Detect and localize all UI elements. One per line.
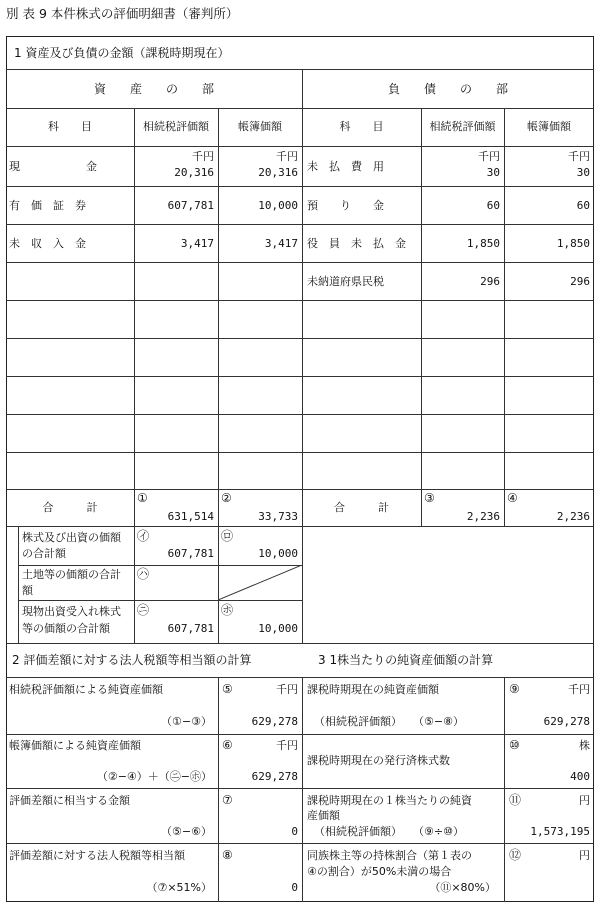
rule-sub-indent xyxy=(18,526,19,643)
col-book-assets: 帳簿価額 xyxy=(238,120,282,133)
s2-formula: （②−④）＋（㋥−㋭） xyxy=(96,770,212,783)
sub-label: の合計額 xyxy=(22,547,66,560)
s2-label: 帳簿価額による純資産価額 xyxy=(9,739,141,752)
asset-book-value: 20,316 xyxy=(258,166,298,179)
s3-unit: 株 xyxy=(579,739,590,752)
circled-4: ④ xyxy=(507,491,518,505)
rule-under-section-headers xyxy=(6,108,594,109)
s3-value: 629,278 xyxy=(543,715,590,728)
s2-label: 相続税評価額による純資産価額 xyxy=(9,683,163,696)
rule-s2-row xyxy=(6,734,594,735)
sub-label: 現物出資受入れ株式 xyxy=(22,605,121,618)
liability-book-value: 296 xyxy=(570,275,590,288)
circled-1: ① xyxy=(137,491,148,505)
circled-ni: ㋥ xyxy=(137,603,150,617)
col-book-liabilities: 帳簿価額 xyxy=(527,120,571,133)
col-item-assets: 科 目 xyxy=(48,120,92,133)
asset-inheritance-value: 3,417 xyxy=(180,237,214,250)
asset-book-value: 3,417 xyxy=(264,237,298,250)
liability-inheritance-value: 60 xyxy=(486,199,500,212)
section1-title: 1 資産及び負債の金額（課税時期現在） xyxy=(14,46,230,60)
sub-label: 土地等の価額の合計 xyxy=(22,568,121,581)
liability-inheritance-value: 30 xyxy=(486,166,500,179)
rule-s2-row xyxy=(6,788,594,789)
rule-center xyxy=(302,69,303,643)
empty-cell-slash xyxy=(218,565,302,600)
rule-col xyxy=(218,108,219,643)
sub-value: 10,000 xyxy=(258,622,298,635)
asset-inheritance-value: 607,781 xyxy=(167,199,214,212)
rule-row xyxy=(6,186,594,187)
sub-value: 607,781 xyxy=(167,547,214,560)
s3-label: ④の割合）が50%未満の場合 xyxy=(307,865,452,878)
sub-value: 10,000 xyxy=(258,547,298,560)
circled-5: ⑤ xyxy=(222,682,233,696)
rule-sub xyxy=(18,600,302,601)
sub-label: 額 xyxy=(22,584,33,597)
circled-ha: ㋩ xyxy=(137,567,150,581)
liabilities-total-book: 2,236 xyxy=(556,510,590,523)
s3-unit: 円 xyxy=(579,849,590,862)
circled-7: ⑦ xyxy=(222,793,233,807)
s3-value: 1,573,195 xyxy=(530,825,590,838)
circled-i: ㋑ xyxy=(137,529,150,543)
rule-center-s2 xyxy=(302,677,303,902)
rule-above-totals xyxy=(6,489,594,490)
col-inheritance-assets: 相続税評価額 xyxy=(143,120,209,133)
s2-formula: （⑦×51%） xyxy=(146,881,212,894)
col-inheritance-liabilities: 相続税評価額 xyxy=(429,120,496,133)
circled-ho: ㋭ xyxy=(221,603,234,617)
s2-value: 0 xyxy=(291,825,298,838)
document-title: 別 表 9 本件株式の評価明細書（審判所） xyxy=(6,6,239,21)
section2-title: 2 評価差額に対する法人税額等相当額の計算 xyxy=(12,653,252,667)
s2-value: 629,278 xyxy=(251,715,298,728)
liability-book-value: 30 xyxy=(576,166,590,179)
s2-formula: （①−③） xyxy=(161,715,212,728)
rule-row xyxy=(6,376,594,377)
rule-under-section2-title xyxy=(6,677,594,678)
s2-label: 評価差額に対する法人税額等相当額 xyxy=(9,849,185,862)
assets-total-inheritance: 631,514 xyxy=(167,510,214,523)
liabilities-total-inheritance: 2,236 xyxy=(466,510,500,523)
assets-header: 資 産 の 部 xyxy=(93,82,214,96)
s2-value: 0 xyxy=(291,881,298,894)
s3-unit: 千円 xyxy=(568,683,590,696)
col-item-liabilities: 科 目 xyxy=(339,120,384,133)
liabilities-total-label: 合 計 xyxy=(334,501,389,514)
rule-s3-col xyxy=(504,677,505,902)
rule-under-column-headers xyxy=(6,146,594,147)
circled-10: ⑩ xyxy=(509,738,520,752)
liability-inheritance-value: 296 xyxy=(480,275,500,288)
s3-label: （相続税評価額） （⑤−⑧） xyxy=(314,715,464,728)
circled-8: ⑧ xyxy=(222,848,233,862)
s2-value: 629,278 xyxy=(251,770,298,783)
s2-unit: 千円 xyxy=(276,683,298,696)
rule-under-section1-title xyxy=(6,69,594,70)
s2-label: 評価差額に相当する金額 xyxy=(9,794,130,807)
liability-item: 未 払 費 用 xyxy=(307,160,384,173)
circled-11: ⑪ xyxy=(509,793,522,807)
s3-label: 課税時期現在の発行済株式数 xyxy=(307,754,450,767)
rule-row xyxy=(6,224,594,225)
rule-above-section2 xyxy=(6,643,594,644)
rule-s2-row xyxy=(6,843,594,844)
unit-label: 千円 xyxy=(478,150,500,163)
liability-item: 預 り 金 xyxy=(307,199,384,212)
unit-label: 千円 xyxy=(192,150,214,163)
sub-value: 607,781 xyxy=(167,622,214,635)
assets-total-book: 33,733 xyxy=(258,510,298,523)
s3-label: 産価額 xyxy=(307,809,340,822)
rule-row xyxy=(6,338,594,339)
rule-under-totals xyxy=(6,526,594,527)
circled-12: ⑫ xyxy=(509,848,522,862)
circled-6: ⑥ xyxy=(222,738,233,752)
asset-inheritance-value: 20,316 xyxy=(174,166,214,179)
sub-label: 等の価額の合計額 xyxy=(22,622,110,635)
asset-item: 未 収 入 金 xyxy=(9,237,86,250)
asset-item: 現 金 xyxy=(9,160,97,173)
circled-ro: ㋺ xyxy=(221,529,234,543)
rule-s2-col xyxy=(218,677,219,902)
liability-inheritance-value: 1,850 xyxy=(466,237,500,250)
s3-value: 400 xyxy=(570,770,590,783)
s3-label: 課税時期現在の純資産価額 xyxy=(307,683,439,696)
rule-row xyxy=(6,452,594,453)
liabilities-header: 負 債 の 部 xyxy=(387,82,508,96)
rule-row xyxy=(6,262,594,263)
s3-label: 同族株主等の持株割合（第１表の xyxy=(307,849,472,862)
section3-title: 3 1株当たりの純資産価額の計算 xyxy=(318,653,494,667)
s3-unit: 円 xyxy=(579,794,590,807)
liability-book-value: 1,850 xyxy=(556,237,590,250)
rule-row xyxy=(6,300,594,301)
asset-item: 有 価 証 券 xyxy=(9,199,86,212)
s3-label: （⑪×80%） xyxy=(429,881,496,894)
asset-book-value: 10,000 xyxy=(258,199,298,212)
s3-label: 課税時期現在の１株当たりの純資 xyxy=(307,794,472,807)
s3-label: （相続税評価額） （⑨÷⑩） xyxy=(314,825,464,838)
circled-9: ⑨ xyxy=(509,682,520,696)
s2-formula: （⑤−⑥） xyxy=(161,825,212,838)
rule-row xyxy=(6,414,594,415)
sub-label: 株式及び出資の価額 xyxy=(22,531,121,544)
liability-item: 未納道府県民税 xyxy=(307,275,384,288)
assets-total-label: 合 計 xyxy=(42,501,98,514)
unit-label: 千円 xyxy=(568,150,590,163)
liability-book-value: 60 xyxy=(576,199,590,212)
liability-item: 役 員 未 払 金 xyxy=(307,237,406,250)
circled-2: ② xyxy=(221,491,232,505)
circled-3: ③ xyxy=(424,491,435,505)
unit-label: 千円 xyxy=(276,150,298,163)
s2-unit: 千円 xyxy=(276,739,298,752)
